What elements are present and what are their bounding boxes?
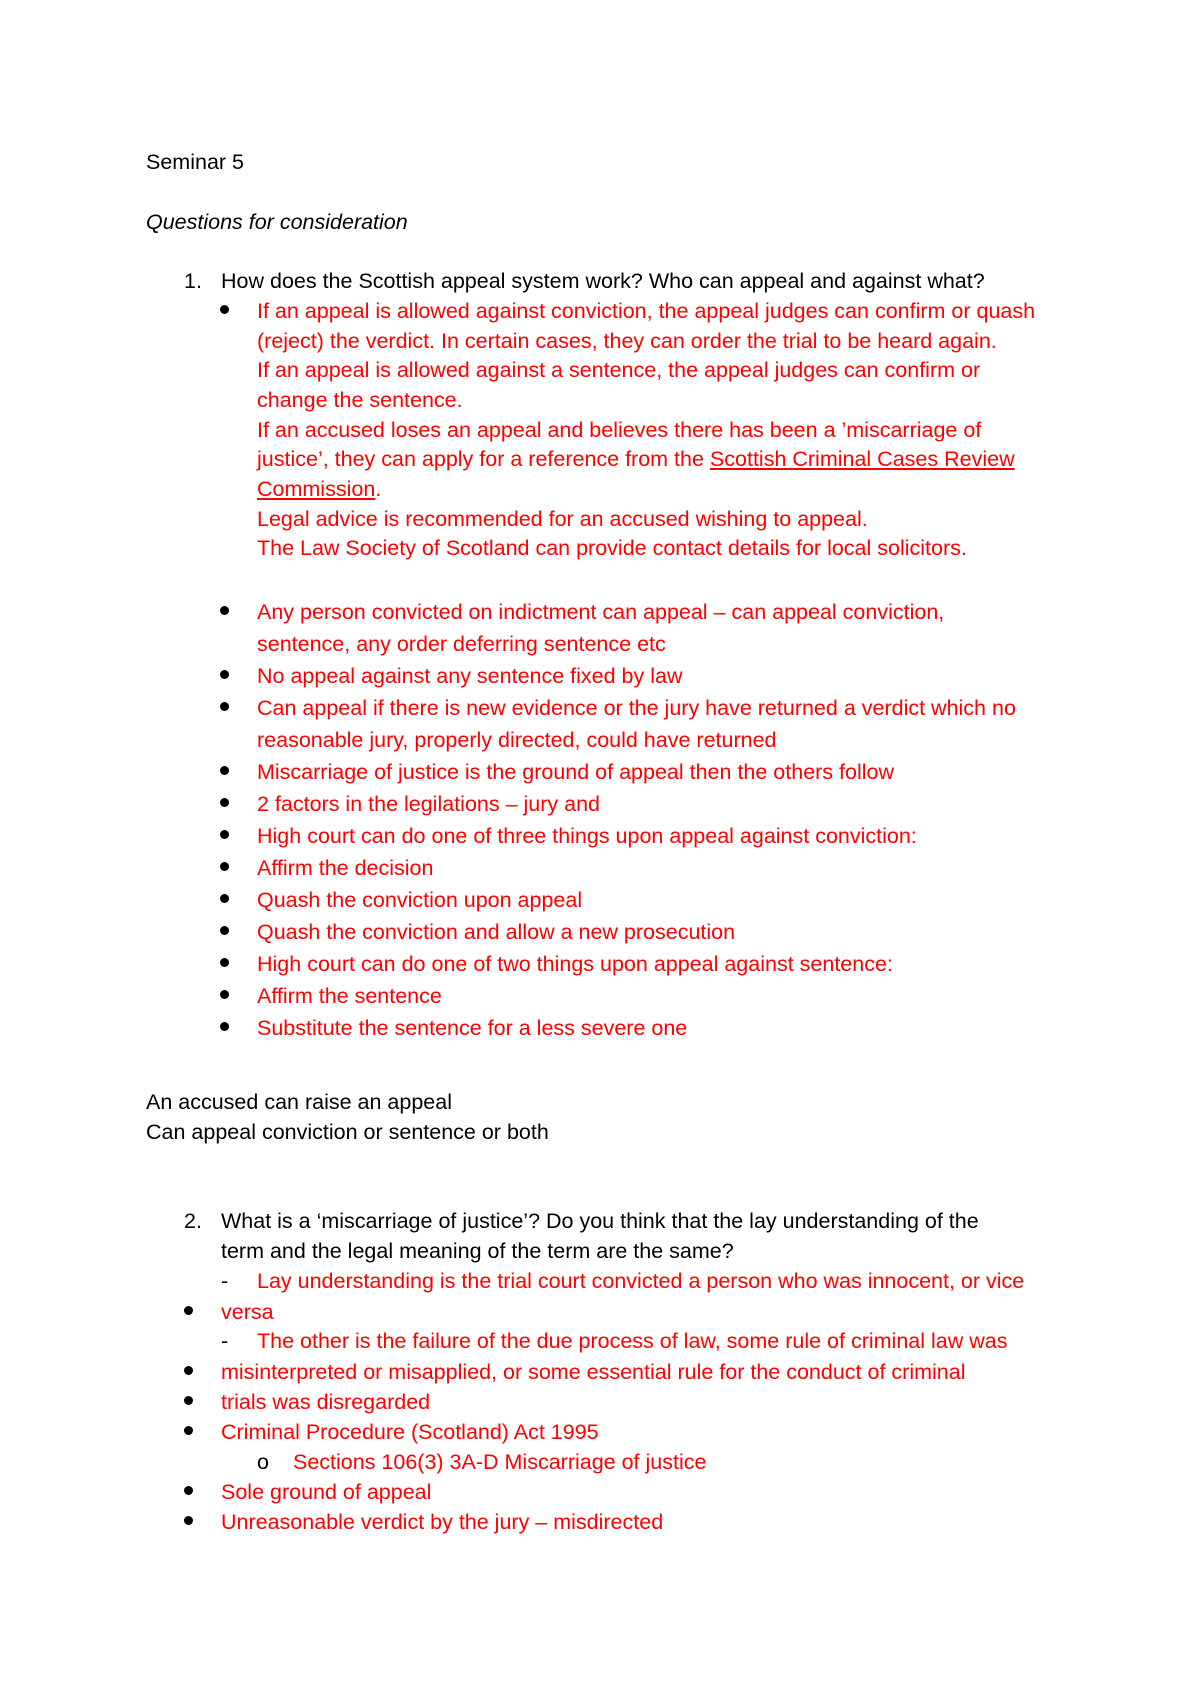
answer-line: If an appeal is allowed against a sentence, the appeal judges can confirm or [257, 358, 981, 382]
answer-line: Lay understanding is the trial court convicted a person who was innocent, or vice [257, 1269, 1025, 1293]
list-item: Affirm the sentence [257, 984, 442, 1008]
answer-line [257, 444, 1015, 474]
list-item: High court can do one of three things upon appeal against conviction: [257, 824, 917, 848]
answer-line: change the sentence. [257, 388, 463, 412]
bullet-icon [184, 1486, 193, 1495]
sccrc-link-continued[interactable]: Commission [257, 477, 376, 501]
answer-line: Sections 106(3) 3A-D Miscarriage of justice [293, 1450, 707, 1474]
note-line: Can appeal conviction or sentence or both [146, 1120, 549, 1144]
bullet-icon [184, 1306, 193, 1315]
bullet-icon [220, 305, 229, 314]
list-item: Miscarriage of justice is the ground of appeal then the others follow [257, 760, 895, 784]
sccrc-link[interactable]: Scottish Criminal Cases Review [709, 447, 1015, 471]
bullet-icon [220, 766, 229, 775]
dash-marker: - [221, 1329, 229, 1353]
list-item: Substitute the sentence for a less severe one [257, 1016, 688, 1040]
list-item: High court can do one of two things upon appeal against sentence: [257, 952, 893, 976]
question-2-text: What is a ‘miscarriage of justice’? Do you think that the lay understanding of the [221, 1209, 979, 1233]
bullet-icon [220, 862, 229, 871]
answer-line: Criminal Procedure (Scotland) Act 1995 [221, 1420, 599, 1444]
list-item: sentence, any order deferring sentence etc [257, 632, 666, 656]
bullet-icon [220, 990, 229, 999]
answer-line: If an appeal is allowed against conviction, the appeal judges can confirm or quash [257, 299, 1036, 323]
bullet-icon [220, 670, 229, 679]
bullet-icon [220, 830, 229, 839]
answer-line: Legal advice is recommended for an accused wishing to appeal. [257, 507, 868, 531]
list-item: Affirm the decision [257, 856, 434, 880]
section-subheading: Questions for consideration [146, 210, 408, 234]
list-item: 2 factors in the legilations – jury and [257, 792, 601, 816]
reference-text: justice’, they can apply for a reference from the [257, 447, 710, 471]
bullet-icon [220, 958, 229, 967]
bullet-icon [220, 926, 229, 935]
list-item: No appeal against any sentence fixed by law [257, 664, 683, 688]
answer-line: (reject) the verdict. In certain cases, they can order the trial to be heard again. [257, 329, 997, 353]
list-item: Quash the conviction and allow a new prosecution [257, 920, 736, 944]
dash-marker: - [221, 1269, 229, 1293]
reference-end: . [375, 477, 382, 501]
answer-line: Sole ground of appeal [221, 1480, 432, 1504]
question-number: 1. [184, 269, 202, 293]
question-2-text: term and the legal meaning of the term are the same? [221, 1239, 734, 1263]
bullet-icon [184, 1516, 193, 1525]
list-item: Quash the conviction upon appeal [257, 888, 583, 912]
answer-line [257, 474, 381, 504]
bullet-icon [220, 1022, 229, 1031]
bullet-icon [220, 894, 229, 903]
question-number: 2. [184, 1209, 202, 1233]
bullet-icon [184, 1396, 193, 1405]
bullet-icon [184, 1426, 193, 1435]
answer-line: versa [221, 1300, 274, 1324]
question-1-text: How does the Scottish appeal system work? Who can appeal and against what? [221, 269, 985, 293]
answer-line: Unreasonable verdict by the jury – misdirected [221, 1510, 664, 1534]
list-item: Any person convicted on indictment can appeal – can appeal conviction, [257, 600, 945, 624]
list-item: reasonable jury, properly directed, could have returned [257, 728, 777, 752]
bullet-icon [220, 606, 229, 615]
answer-line: The Law Society of Scotland can provide contact details for local solicitors. [257, 536, 967, 560]
bullet-icon [220, 798, 229, 807]
note-line: An accused can raise an appeal [146, 1090, 452, 1114]
bullet-icon [184, 1366, 193, 1375]
bullet-icon [220, 702, 229, 711]
answer-line: If an accused loses an appeal and believes there has been a ’miscarriage of [257, 418, 982, 442]
sub-bullet-marker: o [257, 1450, 269, 1474]
answer-line: The other is the failure of the due process of law, some rule of criminal law was [257, 1329, 1008, 1353]
list-item: Can appeal if there is new evidence or the jury have returned a verdict which no [257, 696, 1016, 720]
answer-line: misinterpreted or misapplied, or some essential rule for the conduct of criminal [221, 1360, 966, 1384]
page-title: Seminar 5 [146, 150, 244, 174]
answer-line: trials was disregarded [221, 1390, 431, 1414]
